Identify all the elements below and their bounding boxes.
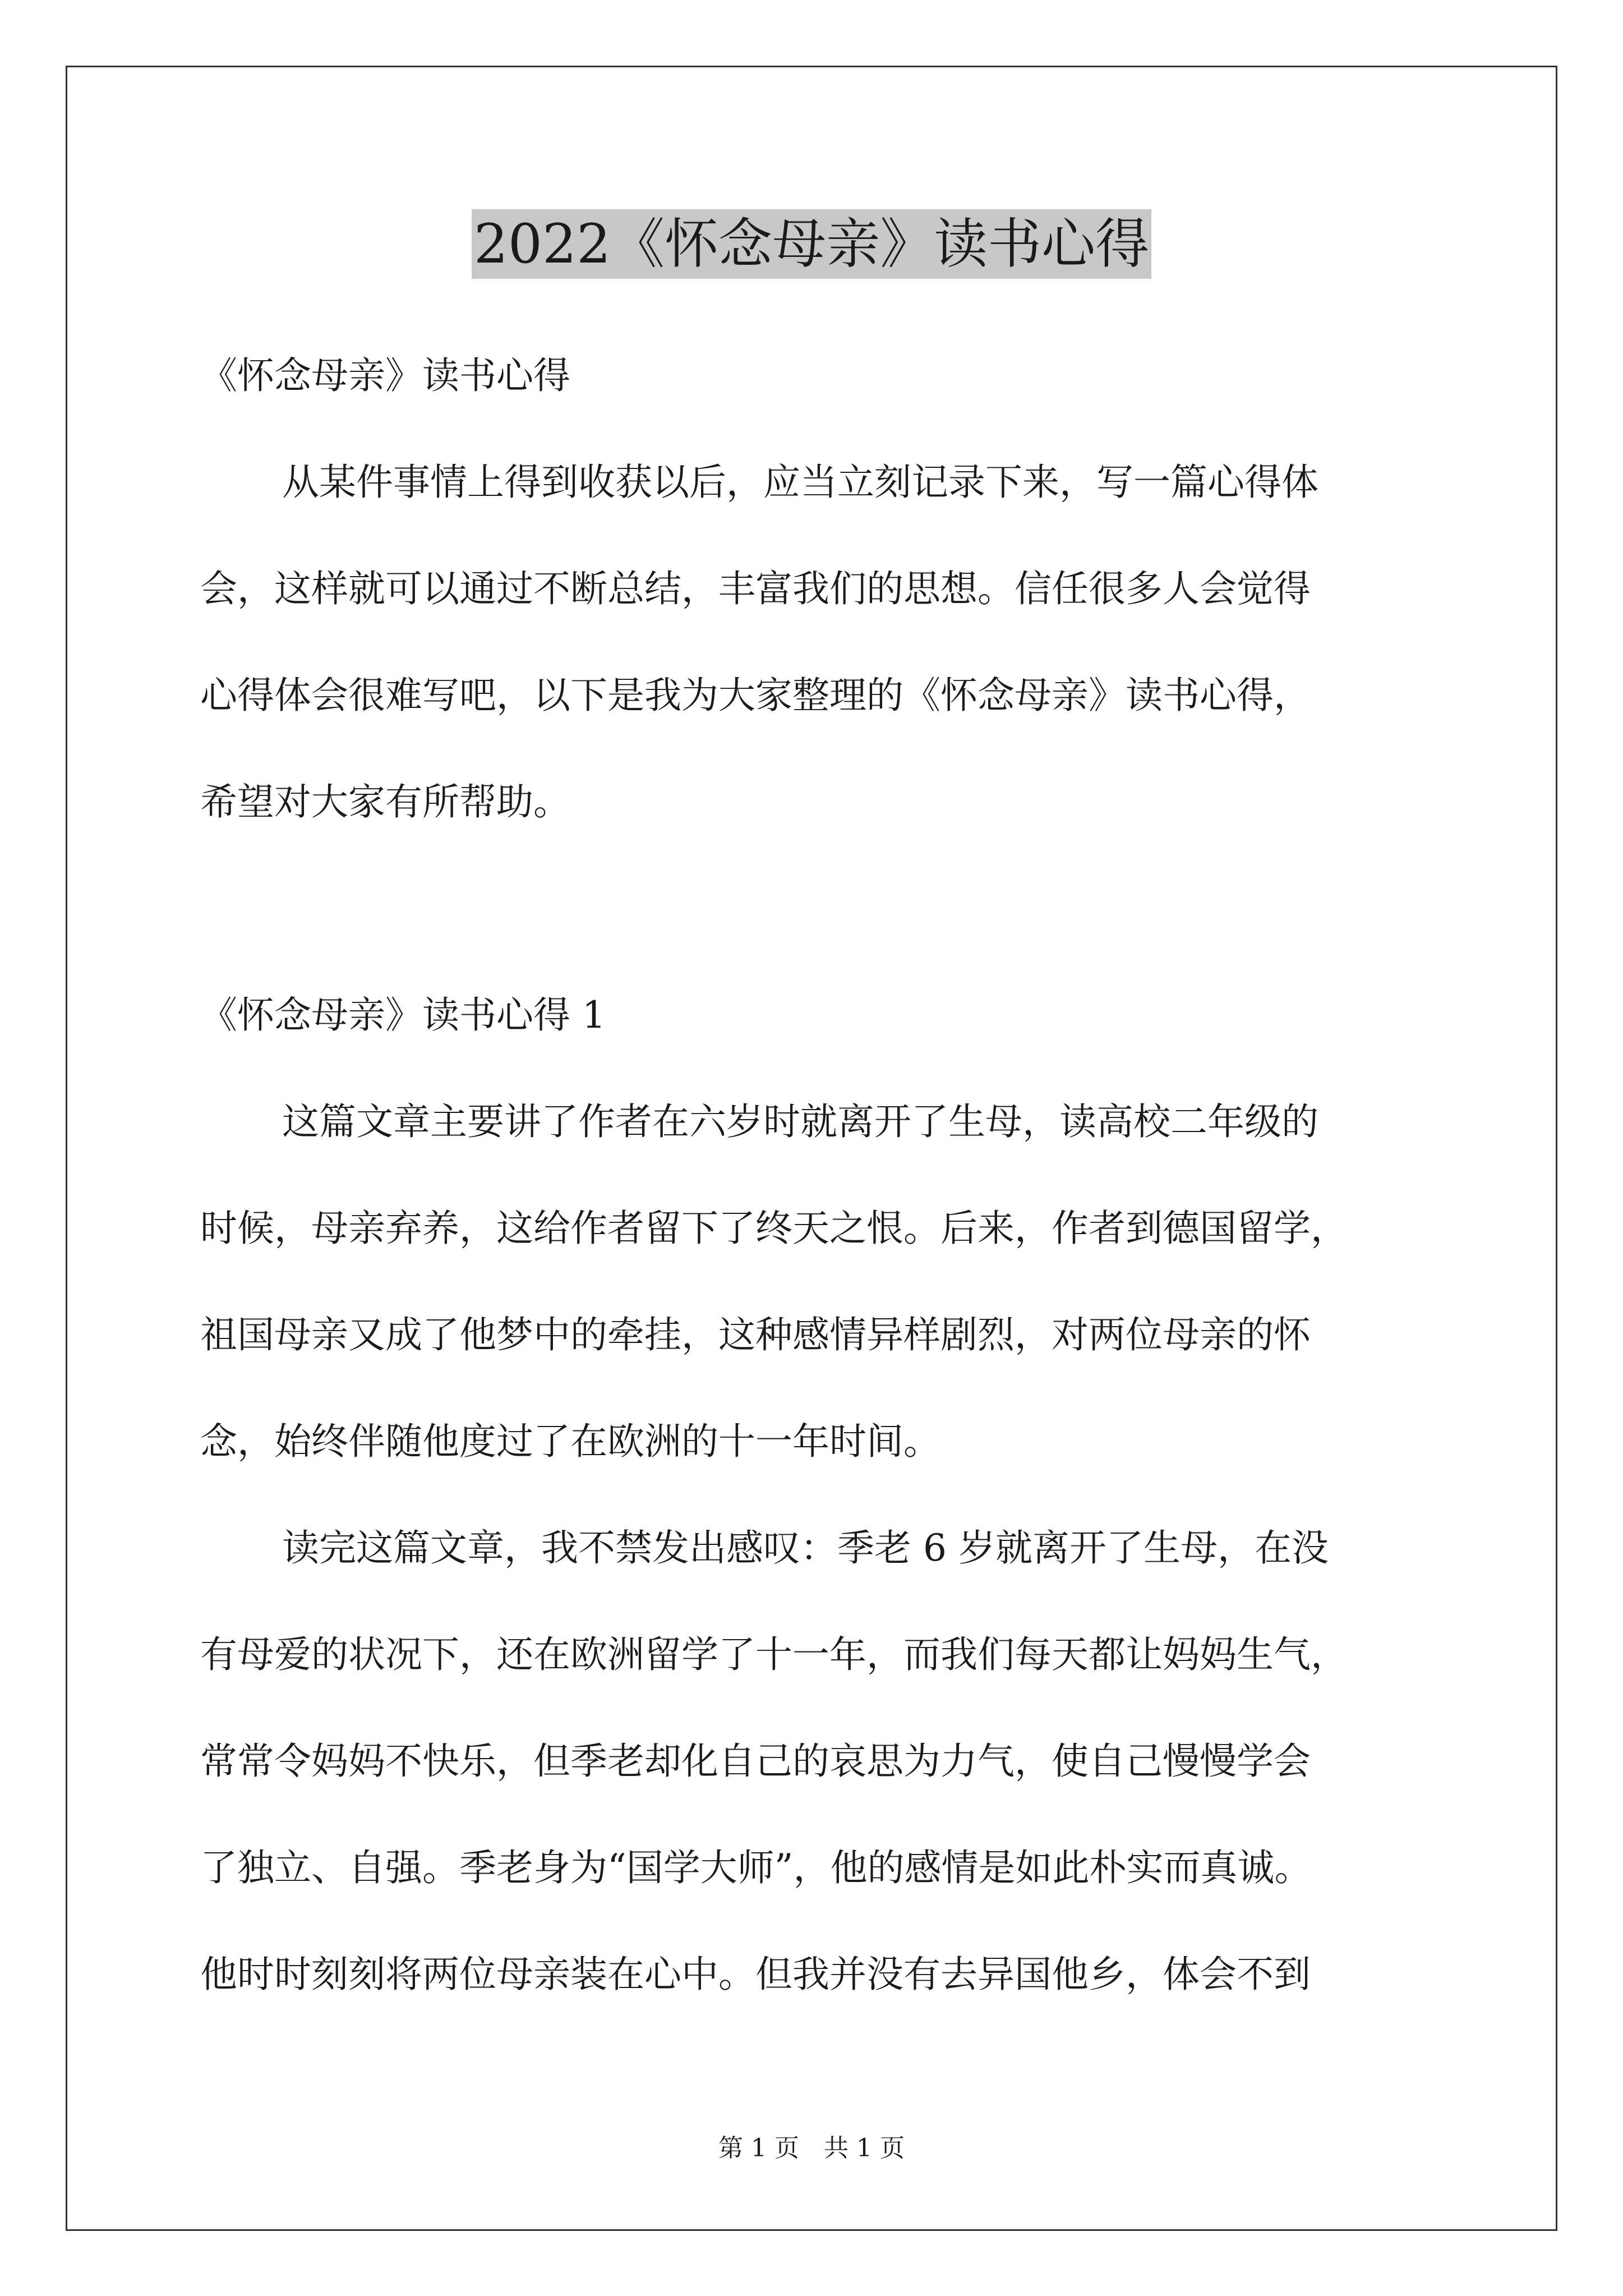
intro-line: 会，这样就可以通过不断总结，丰富我们的思想。信任很多人会觉得 (200, 567, 1311, 610)
page-footer: 第 1 页 共 1 页 (718, 2134, 905, 2162)
intro-line: 希望对大家有所帮助。 (200, 780, 570, 823)
document-title (0, 205, 1623, 283)
paragraph-line: 这篇文章主要讲了作者在六岁时就离开了生母，读高校二年级的 (282, 1100, 1318, 1143)
paragraph-line: 了独立、自强。季老身为“国学大师”，他的感情是如此朴实而真诚。 (200, 1846, 1312, 1889)
paragraph-line: 祖国母亲又成了他梦中的牵挂，这种感情异样剧烈，对两位母亲的怀 (200, 1313, 1311, 1356)
paragraph-line: 念，始终伴随他度过了在欧洲的十一年时间。 (200, 1420, 940, 1463)
section-heading: 《怀念母亲》读书心得 1 (200, 993, 606, 1037)
paragraph-line: 时候，母亲弃养，这给作者留下了终天之恨。后来，作者到德国留学， (200, 1207, 1348, 1250)
paragraph-line: 有母爱的状况下，还在欧洲留学了十一年，而我们每天都让妈妈生气， (200, 1633, 1348, 1676)
intro-heading: 《怀念母亲》读书心得 (200, 354, 570, 397)
paragraph-line: 他时时刻刻将两位母亲装在心中。但我并没有去异国他乡，体会不到 (200, 1953, 1311, 1996)
document-title-text: 2022《怀念母亲》读书心得 (472, 209, 1151, 279)
paragraph-line: 常常令妈妈不快乐，但季老却化自己的哀思为力气，使自己慢慢学会 (200, 1740, 1311, 1783)
intro-line: 从某件事情上得到收获以后，应当立刻记录下来，写一篇心得体 (282, 461, 1318, 504)
intro-line: 心得体会很难写吧，以下是我为大家整理的《怀念母亲》读书心得， (200, 674, 1311, 717)
paragraph-line: 读完这篇文章，我不禁发出感叹：季老 6 岁就离开了生母，在没 (282, 1526, 1329, 1570)
